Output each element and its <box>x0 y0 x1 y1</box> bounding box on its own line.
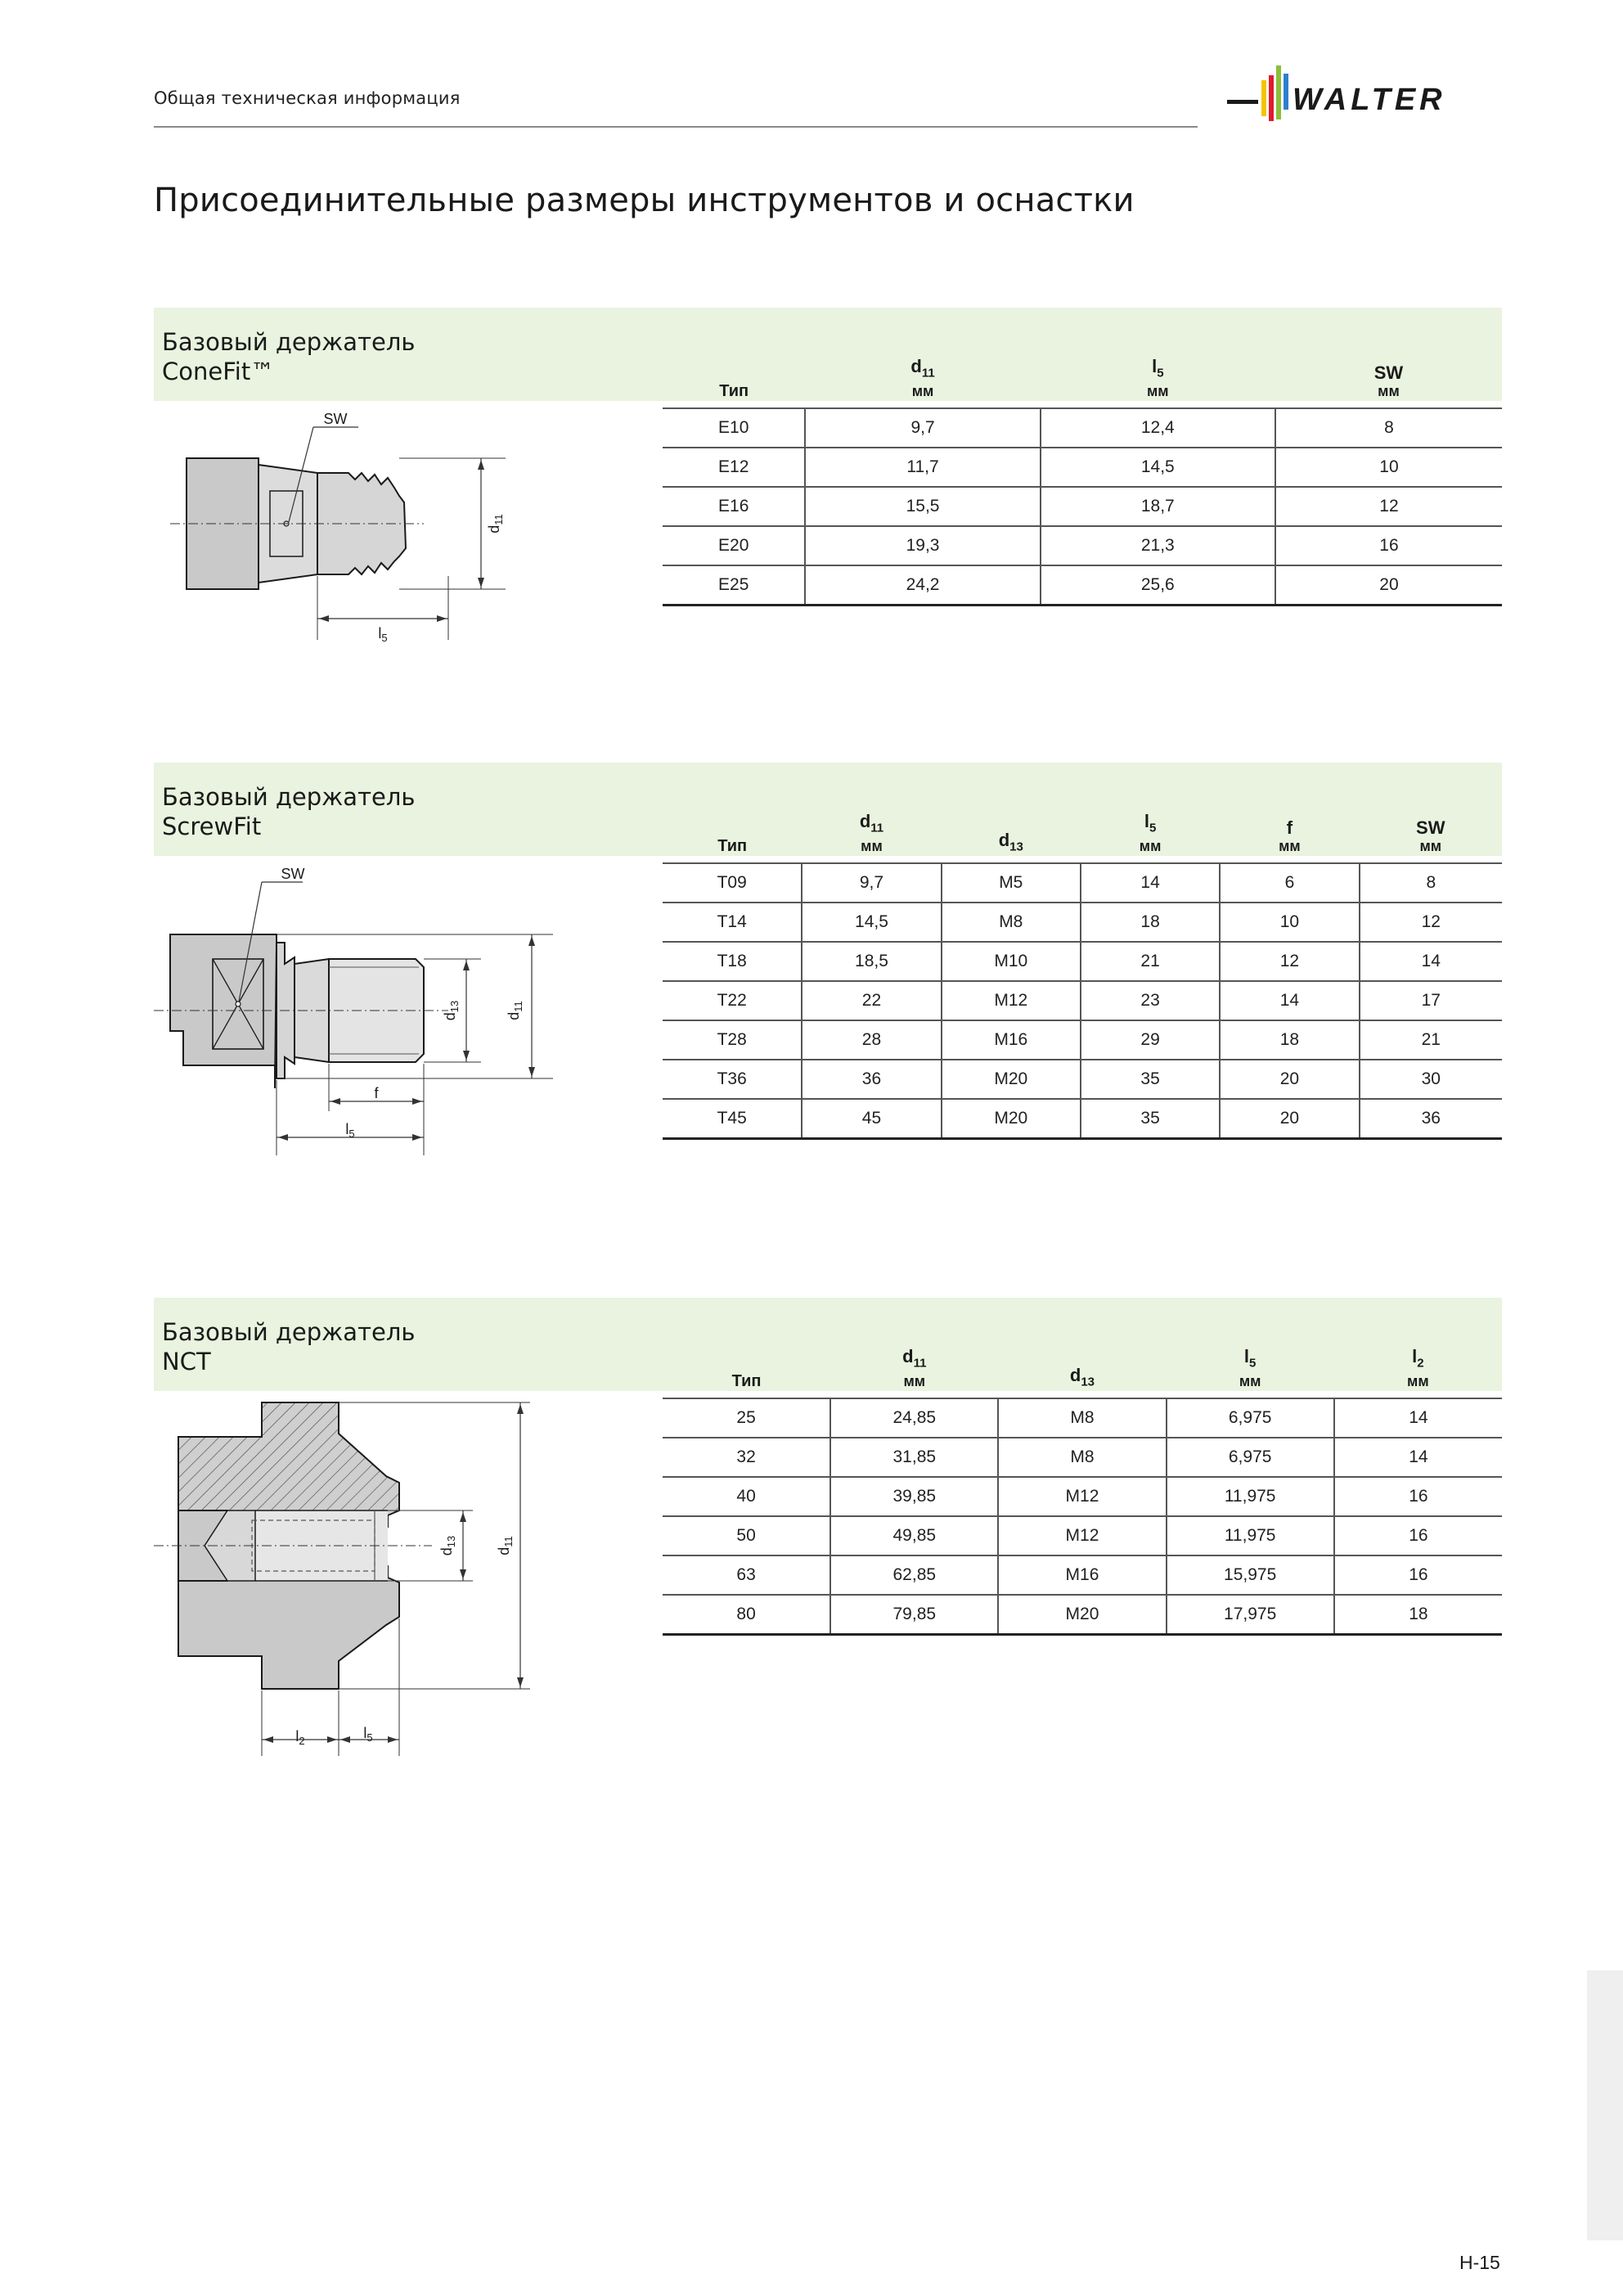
nct-drawing <box>154 1391 563 1776</box>
l2-arrow-right <box>327 1736 337 1743</box>
section-title-line2: ScrewFit <box>162 813 262 840</box>
table-row: 50 49,85 M12 11,975 16 <box>663 1516 1502 1555</box>
table-row: T36 36 M20 35 20 30 <box>663 1060 1502 1099</box>
col-type: Тип <box>731 1372 762 1390</box>
d11-arrow-bottom <box>528 1067 535 1077</box>
l5-arrow-left <box>319 615 329 622</box>
d11-arrow-bottom <box>517 1677 524 1687</box>
col-type: Тип <box>717 837 748 855</box>
section-title-line1: Базовый держатель <box>162 783 416 811</box>
col-d11: $d_{11}$ мм <box>859 810 884 854</box>
d11-arrow-top <box>478 460 484 470</box>
d11-label: $d_{11}$ <box>496 1536 515 1555</box>
d13-arrow-bottom <box>460 1569 466 1579</box>
table-row: T09 9,7 M5 14 6 8 <box>663 863 1502 903</box>
table-row: T22 22 M12 23 14 17 <box>663 981 1502 1020</box>
holder-body <box>170 934 276 1088</box>
conefit-table <box>663 350 1502 606</box>
l5-label: $l_5$ <box>363 1725 373 1744</box>
logo-text: WALTER <box>1293 83 1446 117</box>
col-l5: $l_5$ мм <box>1139 810 1162 854</box>
d11-arrow-top <box>528 936 535 946</box>
d13-arrow-top <box>460 1512 466 1522</box>
section-title-line2: ConeFit™ <box>162 358 275 385</box>
col-l2: $l_2$ мм <box>1407 1345 1429 1389</box>
table-row: E25 24,2 25,6 20 <box>663 565 1502 606</box>
d11-arrow-bottom <box>478 578 484 588</box>
holder-flange-lower <box>178 1566 399 1689</box>
table-header-row <box>663 350 1502 408</box>
table-row: T14 14,5 M8 18 10 12 <box>663 903 1502 942</box>
section-label: Общая техническая информация <box>154 88 461 108</box>
page-title: Присоединительные размеры инструментов и оснастки <box>154 182 1135 219</box>
holder-section-upper <box>178 1402 399 1527</box>
table-row: 40 39,85 M12 11,975 16 <box>663 1477 1502 1516</box>
l2-label: $l_2$ <box>295 1728 305 1747</box>
sw-label: SW <box>323 411 348 427</box>
d11-label: $d_{11}$ <box>486 514 505 533</box>
table-row: 80 79,85 M20 17,975 18 <box>663 1595 1502 1635</box>
f-arrow-right <box>412 1098 422 1105</box>
section-title-line2: NCT <box>162 1348 211 1375</box>
d13-arrow-top <box>463 961 470 970</box>
col-type: Тип <box>719 382 749 400</box>
section-title-line1: Базовый держатель <box>162 1318 416 1346</box>
l5-label: $l_5$ <box>345 1121 355 1140</box>
section-title <box>162 782 415 841</box>
col-sw: SW мм <box>1416 817 1445 854</box>
d13-label: $d_{13}$ <box>442 1000 461 1021</box>
screwfit-table <box>663 805 1502 1140</box>
table-header-row <box>663 1340 1502 1398</box>
table-row: E20 19,3 21,3 16 <box>663 526 1502 565</box>
d13-arrow-bottom <box>463 1051 470 1060</box>
sw-label: SW <box>281 866 305 882</box>
col-d13: $d_{13}$ <box>1069 1364 1095 1389</box>
l5-arrow-right <box>412 1134 422 1141</box>
table-row: T18 18,5 M10 21 12 14 <box>663 942 1502 981</box>
table-row: E10 9,7 12,4 8 <box>663 408 1502 448</box>
table-row: E12 11,7 14,5 10 <box>663 448 1502 487</box>
walter-logo <box>1227 59 1502 131</box>
nct-table <box>663 1340 1502 1636</box>
table-row: T28 28 M16 29 18 21 <box>663 1020 1502 1060</box>
l2-arrow-left <box>263 1736 273 1743</box>
l5-label: $l_5$ <box>378 625 388 644</box>
screwfit-drawing <box>154 856 563 1167</box>
col-d11: $d_{11}$ мм <box>910 355 935 399</box>
d13-label: $d_{13}$ <box>438 1535 457 1556</box>
table-row: 25 24,85 M8 6,975 14 <box>663 1398 1502 1438</box>
section-title-line1: Базовый держатель <box>162 328 416 356</box>
table-row: T45 45 M20 35 20 36 <box>663 1099 1502 1139</box>
table-row: 63 62,85 M16 15,975 16 <box>663 1555 1502 1595</box>
col-d11: $d_{11}$ мм <box>902 1345 927 1389</box>
table-row: 32 31,85 M8 6,975 14 <box>663 1438 1502 1477</box>
section-title <box>162 1317 415 1376</box>
table-header-row <box>663 805 1502 863</box>
col-d13: $d_{13}$ <box>998 829 1023 853</box>
flat-center-mark <box>236 1002 241 1006</box>
col-l5: $l_5$ мм <box>1146 355 1169 399</box>
page-number: H-15 <box>1459 2252 1500 2273</box>
f-label: f <box>374 1085 379 1101</box>
col-l5: $l_5$ мм <box>1239 1345 1261 1389</box>
l5-arrow-left <box>278 1134 288 1141</box>
l5-arrow-right <box>437 615 447 622</box>
table-row: E16 15,5 18,7 12 <box>663 487 1502 526</box>
section-title <box>162 327 415 386</box>
f-arrow-left <box>330 1098 340 1105</box>
l5-arrow-left <box>340 1736 350 1743</box>
d11-arrow-top <box>517 1404 524 1414</box>
col-f: f мм <box>1279 817 1301 854</box>
d11-label: $d_{11}$ <box>506 1001 524 1020</box>
conefit-drawing <box>154 401 563 646</box>
l5-arrow-right <box>388 1736 398 1743</box>
col-sw: SW мм <box>1373 362 1404 399</box>
header-rule <box>154 126 1198 128</box>
side-thumb-tab <box>1587 1970 1623 2240</box>
